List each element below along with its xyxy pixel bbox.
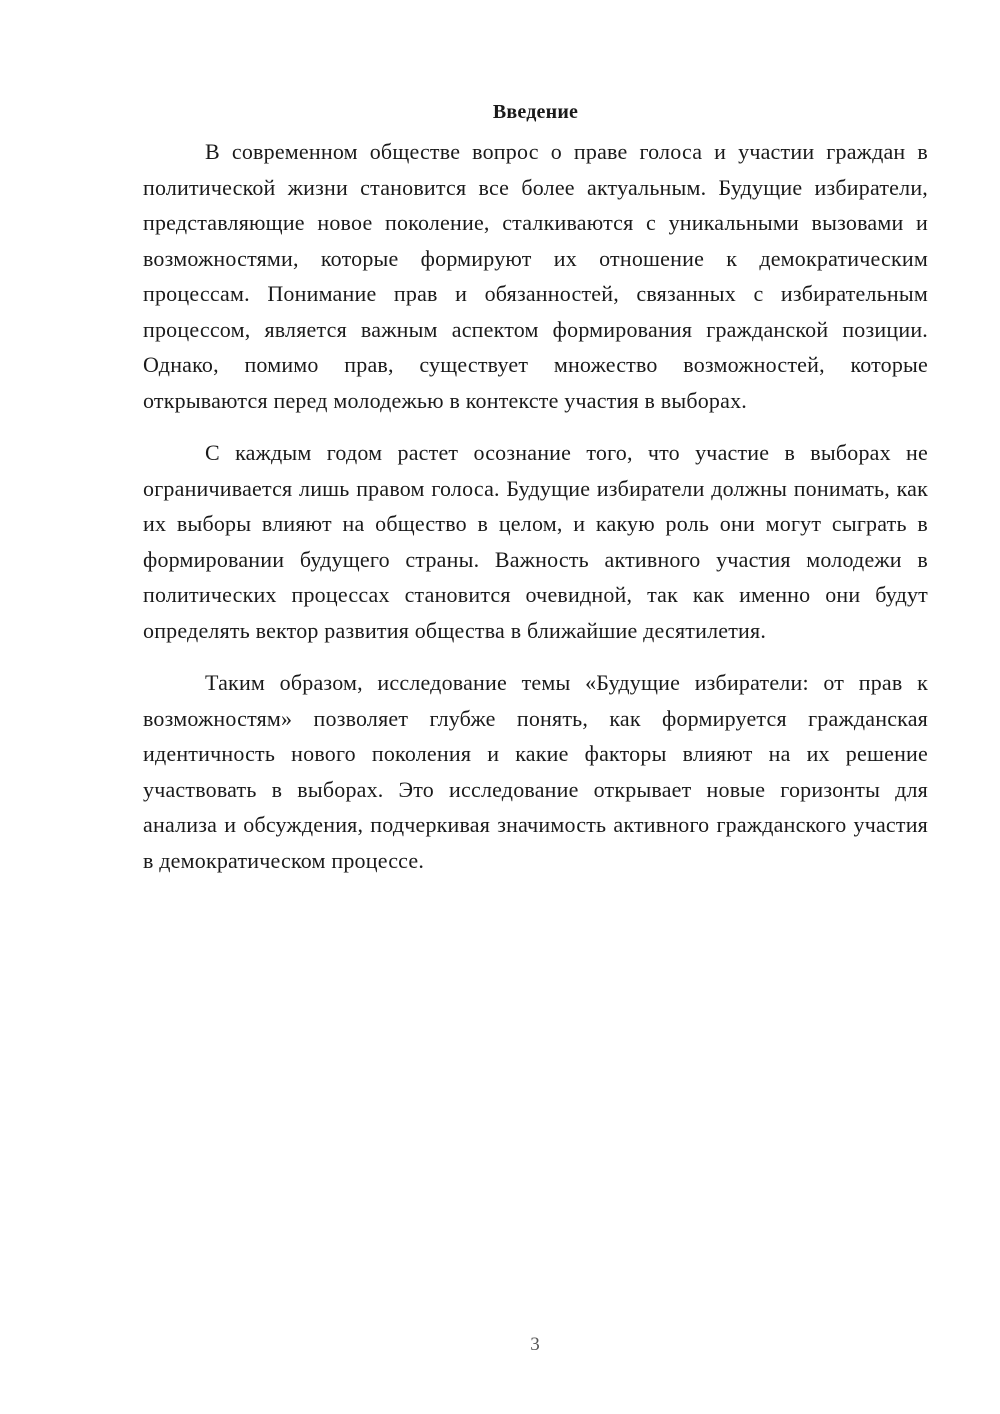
document-body <box>143 98 928 895</box>
paragraph-1: В современном обществе вопрос о праве голоса и участии граждан в политической жизни становится все более актуальным. Будущие избиратели, представляющие новое поколение, сталкиваются с уникальными вызовами и возможностями, которые формируют их отношение к демократическим процессам. Понимание прав и обязанностей, связанных с избирательным процессом, является важным аспектом формирования гражданской позиции. Однако, помимо прав, существует множество возможностей, которые открываются перед молодежью в контексте участия в выборах. <box>143 139 928 413</box>
paragraph-3: Таким образом, исследование темы «Будущие избиратели: от прав к возможностям» позволяет глубже понять, как формируется гражданская идентичность нового поколения и какие факторы влияют на их решение участвовать в выборах. Это исследование открывает новые горизонты для анализа и обсуждения, подчеркивая значимость активного гражданского участия в демократическом процессе. <box>143 670 928 873</box>
section-heading: Введение <box>492 101 579 123</box>
page-number: 3 <box>530 1334 540 1355</box>
paragraph-2: С каждым годом растет осознание того, что участие в выборах не ограничивается лишь правом голоса. Будущие избиратели должны понимать, как их выборы влияют на общество в целом, и какую роль они могут сыграть в формировании будущего страны. Важность активного участия молодежи в политических процессах становится очевидной, так как именно они будут определять вектор развития общества в ближайшие десятилетия. <box>143 440 928 643</box>
